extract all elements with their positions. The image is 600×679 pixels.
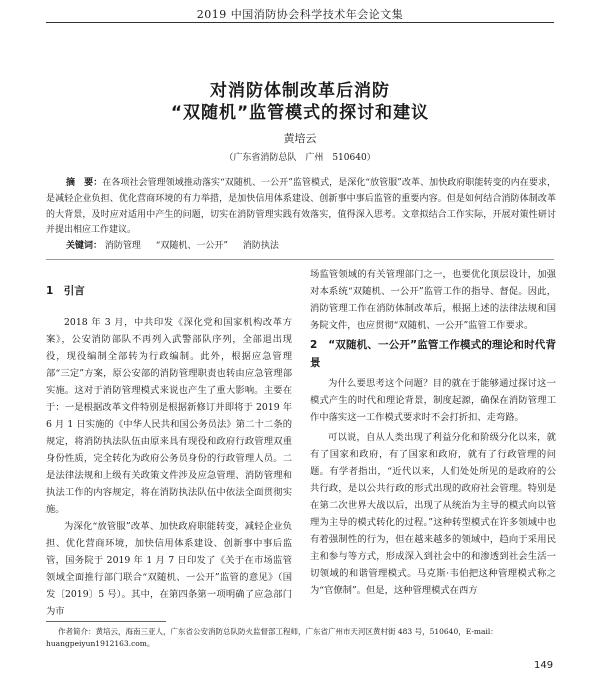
abstract-text: 在各项社会管理领域推动落实“双随机、一公开”监管模式，是深化“放管服”改革、加快政府职能转变的内在要求，是减轻企业负担、优化营商环境的有力举措，是加快信用体系建设、创新事中事后监管的重要内容。但是如何结合消防体制改革的大背景，及时应对适用中产生的问题，切实在消防管理实践有效落实，值得深入思考。文章拟结合工作实际，开展对策性研讨并提出相应工作建议。 <box>46 178 556 236</box>
keywords-label: 关键词： <box>66 241 103 251</box>
abstract-label: 摘 要： <box>66 178 103 188</box>
section-heading-background: 2 “双随机、一公开”监管工作模式的理论和时代背景 <box>310 339 556 369</box>
left-column <box>46 266 292 620</box>
body-paragraph-continued: 场监管领域的有关管理部门之一，也要优化顶层设计，加强对本系统“双随机、一公开”监管工作的指导、督促。因此，消防管理工作在消防体制改革后，根据上述的法律法规和国务院文件，也应贯彻“双随机、一公开”监管工作要求。 <box>310 269 556 331</box>
running-header: 2019 中国消防协会科学技术年会论文集 <box>196 8 404 21</box>
right-column <box>310 266 556 599</box>
body-paragraph: 可以说，自从人类出现了利益分化和阶级分化以来，就有了国家和政府，有了国家和政府，就有了行政管理的问题。有学者指出，“近代以来，人们处处所见的是政府的公共行政，是以公共行政的形式出现的政府社会管理。特别是在第二次世界大战以后，出现了从统治为主导的模式向以管理为主导的模式转化的过程。”这种转型模式在许多领域中也有着强制性的行为，但在越来越多的领域中，趋向于采用民主和参与等方式，形成深入到社会中的和渗透到社会生活一切领域的和谐管理模式。马克斯·韦伯把这种管理模式称之为“官僚制”。但是，这种管理模式在西方 <box>310 432 556 596</box>
article-title-line2: “双随机”监管模式的探讨和建议 <box>170 103 430 123</box>
section-heading-intro: 1 引言 <box>46 285 85 297</box>
header-rule <box>46 22 554 23</box>
keyword-item: 消防执法 <box>242 241 279 251</box>
body-paragraph: 为什么要思考这个问题？目的就在于能够通过探讨这一模式产生的时代和理论背景，制度起源，确保在消防管理工作中落实这一工作模式要求时不会打折扣、走弯路。 <box>310 378 556 423</box>
abstract <box>46 176 556 239</box>
author-footnote: 作者简介：黄培云，海南三亚人，广东省公安消防总队防火监督部工程师，广东省广州市天河区黄村街 483 号，510640，E-mail：huangpeiyun1912163.com。 <box>46 627 498 648</box>
body-paragraph: 2018 年 3 月，中共印发《深化党和国家机构改革方案》，公安消防部队不再列入武警部队序列，全部退出现役，现役编制全部转为行政编制。此外，根据应急管理部“三定”方案，原公安部的消防管理职责也转由应急管理部实施。这对于消防管理模式来说也产生了重大影响。主要在于：一是根据改革文件特别是根据新修订并即将于 2019 年 6 月 1 日实施的《中华人民共和国公务员法》第二十二条的规定，将消防执法队伍由原来具有现役和政府行政管理双重身份性质，完全转化为政府公务员身份的行政管理人员。二是法律法规和上级有关政策文件涉及应急管理、消防管理和执法工作的内容规定，将在消防执法队伍中依法全面贯彻实施。 <box>46 317 292 515</box>
keyword-item: “双随机、一公开” <box>155 241 228 251</box>
keywords <box>66 239 556 254</box>
article-title-line1: 对消防体制改革后消防 <box>210 81 390 101</box>
author-affiliation: （广东省消防总队 广州 510640） <box>224 153 376 163</box>
footnote-rule <box>46 621 166 622</box>
body-paragraph: 为深化“放管服”改革、加快政府职能转变，减轻企业负担、优化营商环境，加快信用体系建设、创新事中事后监管，国务院于 2019 年 1 月 7 日印发了《关于在市场监管领域全面推行部门联合“双随机、一公开”监管的意见》（国发〔2019〕5 号）。其中，在第四条第一项明确了应急部门为市 <box>46 521 292 617</box>
keyword-item: 消防管理 <box>104 241 141 251</box>
abstract-divider <box>46 259 554 260</box>
page-number: 149 <box>534 660 554 671</box>
author-name: 黄培云 <box>283 132 317 145</box>
